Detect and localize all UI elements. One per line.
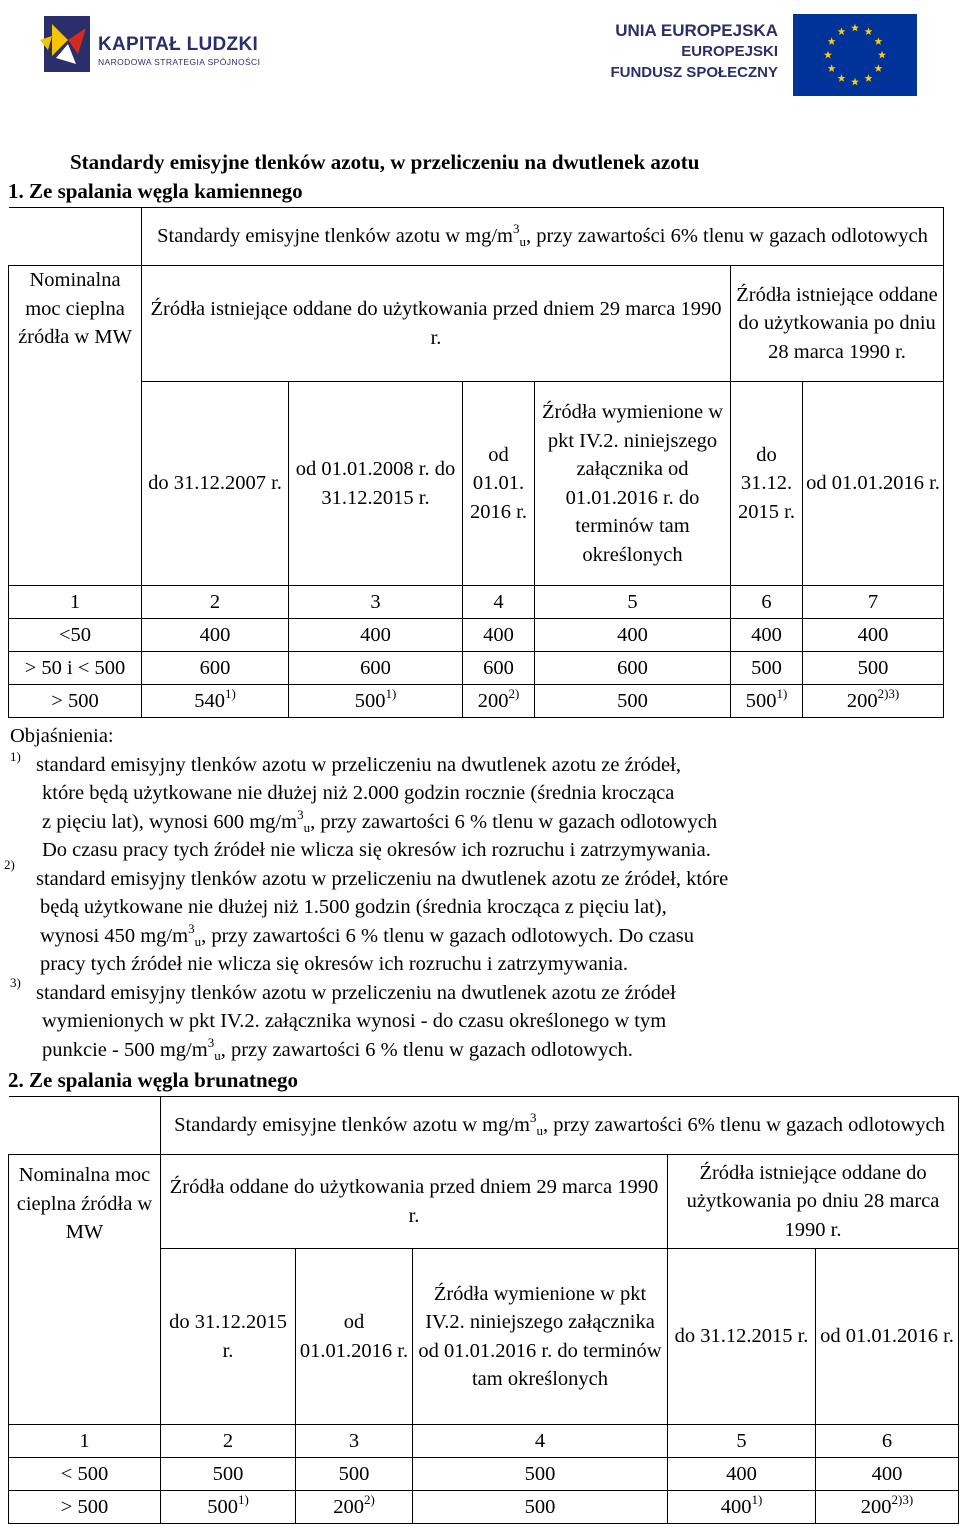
- table-cell: 500$^{1)}$: [731, 685, 803, 718]
- table-cell: 2: [161, 1425, 296, 1458]
- kapital-ludzki-text: [98, 34, 260, 67]
- table-cell: 1: [9, 586, 142, 619]
- table-cell: 3: [296, 1425, 413, 1458]
- table-cell: 500: [296, 1458, 413, 1491]
- table-cell: 500: [413, 1491, 668, 1524]
- table-cell: $200^{2)3)}$: [803, 685, 944, 718]
- table-1-sub-header: do 31.12. 2015 r.: [731, 382, 803, 586]
- table-lignite: [8, 1096, 959, 1524]
- footnote-line: będą użytkowane nie dłużej niż 1.500 godzin (średnia krocząca z pięciu lat),: [40, 896, 667, 918]
- footnote-1: [8, 748, 928, 865]
- table-cell: 500: [535, 685, 731, 718]
- table-1-sub-header: od 01.01.2008 r. do 31.12.2015 r.: [289, 382, 463, 586]
- table-row: [9, 1458, 959, 1491]
- table-cell: 400: [668, 1458, 816, 1491]
- table-1-sub-header: od 01.01. 2016 r.: [463, 382, 535, 586]
- table-cell: 600: [535, 652, 731, 685]
- page-title: Standardy emisyjne tlenków azotu, w przeliczeniu na dwutlenek azotu: [70, 150, 700, 174]
- footnote-line: standard emisyjny tlenków azotu w przeliczeniu na dwutlenek azotu ze źródeł,: [36, 753, 681, 776]
- table-cell: 500: [803, 652, 944, 685]
- table-cell: 500: [413, 1458, 668, 1491]
- table-cell: 200$^{2)}$: [296, 1491, 413, 1524]
- table-cell: 400: [289, 619, 463, 652]
- kapital-ludzki-title: KAPITAŁ LUDZKI: [98, 34, 259, 55]
- table-cell: 6: [816, 1425, 959, 1458]
- table-2-group-before: Źródła oddane do użytkowania przed dniem 29 marca 1990 r.: [161, 1155, 668, 1249]
- table-2-blank-corner: [9, 1097, 161, 1155]
- table-1-group-after: Źródła istniejące oddane do użytkowania po dniu 28 marca 1990 r.: [731, 266, 944, 382]
- footnote-line: standard emisyjny tlenków azotu w przeliczeniu na dwutlenek azotu ze źródeł: [36, 981, 676, 1004]
- table-cell: 400: [816, 1458, 959, 1491]
- table-2-sub-header: do 31.12.2015 r.: [668, 1249, 816, 1425]
- table-1-blank-corner: [9, 208, 142, 266]
- table-cell: 500$^{1)}$: [289, 685, 463, 718]
- table-1-power-header: Nominalna moc cieplna źródła w MW: [9, 266, 142, 586]
- table-cell: 400: [535, 619, 731, 652]
- table-1-group-before: Źródła istniejące oddane do użytkowania przed dniem 29 marca 1990 r.: [142, 266, 731, 382]
- section-2-heading: 2. Ze spalania węgla brunatnego: [8, 1068, 298, 1092]
- table-2-group-after: Źródła istniejące oddane do użytkowania po dniu 28 marca 1990 r.: [668, 1155, 959, 1249]
- table-1-main-header: Standardy emisyjne tlenków azotu w $mg/m^3_u$, przy zawartości 6% tlenu w gazach odlotowych: [142, 208, 944, 266]
- table-cell: 400$^{1)}$: [668, 1491, 816, 1524]
- table-1-sub-header: do 31.12.2007 r.: [142, 382, 289, 586]
- table-cell: 500$^{1)}$: [161, 1491, 296, 1524]
- table-cell: 500: [161, 1458, 296, 1491]
- footnote-line: z pięciu lat), wynosi 600 $mg/m^3_u$, przy zawartości 6 % tlenu w gazach odlotowych: [42, 806, 718, 835]
- row-label: > 500: [9, 685, 142, 718]
- table-cell: 3: [289, 586, 463, 619]
- footnote-mark: 1): [10, 748, 21, 764]
- table-2-number-row: [9, 1425, 959, 1458]
- table-cell: 6: [731, 586, 803, 619]
- table-2-sub-header: od 01.01.2016 r.: [816, 1249, 959, 1425]
- table-cell: $200^{2)3)}$: [816, 1491, 959, 1524]
- eu-text: [610, 20, 778, 83]
- table-cell: 7: [803, 586, 944, 619]
- footnotes-heading: Objaśnienia:: [10, 725, 114, 747]
- footnote-mark: 3): [10, 974, 21, 990]
- footnote-mark: 2): [4, 856, 15, 872]
- section-1-heading: 1. Ze spalania węgla kamiennego: [8, 179, 303, 203]
- footnotes: [4, 722, 928, 1064]
- footnote-line: które będą użytkowane nie dłużej niż 2.000 godzin rocznie (średnia krocząca: [42, 782, 675, 804]
- logo-bar: [0, 0, 960, 110]
- table-cell: 2: [142, 586, 289, 619]
- table-cell: 4: [413, 1425, 668, 1458]
- table-2-sub-header: do 31.12.2015 r.: [161, 1249, 296, 1425]
- table-1-sub-header: Źródła wymienione w pkt IV.2. niniejszego załącznika od 01.01.2016 r. do terminów tam określonych: [535, 382, 731, 586]
- table-hard-coal: [8, 207, 944, 718]
- eu-line-2: EUROPEJSKI: [681, 43, 778, 60]
- footnote-line: wymienionych w pkt IV.2. załącznika wynosi - do czasu określonego w tym: [42, 1010, 667, 1032]
- kapital-ludzki-subtitle: NARODOWA STRATEGIA SPÓJNOŚCI: [98, 57, 261, 67]
- table-2-power-header: Nominalna moc cieplna źródła w MW: [9, 1155, 161, 1425]
- table-row: [9, 619, 944, 652]
- table-cell: 4: [463, 586, 535, 619]
- table-cell: 5: [668, 1425, 816, 1458]
- table-1-number-row: [9, 586, 944, 619]
- table-cell: 5: [535, 586, 731, 619]
- table-cell: 600: [463, 652, 535, 685]
- table-cell: 540$^{1)}$: [142, 685, 289, 718]
- footnote-3: [8, 974, 928, 1065]
- eu-line-1: UNIA EUROPEJSKA: [615, 21, 778, 40]
- row-label: > 500: [9, 1491, 161, 1524]
- row-label: <50: [9, 619, 142, 652]
- eu-line-3: FUNDUSZ SPOŁECZNY: [610, 64, 778, 81]
- table-row: [9, 652, 944, 685]
- eu-flag-icon: [793, 14, 917, 96]
- table-cell: 600: [142, 652, 289, 685]
- table-row: [9, 1491, 959, 1524]
- table-cell: 1: [9, 1425, 161, 1458]
- kapital-ludzki-logo-icon: [38, 14, 96, 76]
- table-cell: 500: [731, 652, 803, 685]
- row-label: < 500: [9, 1458, 161, 1491]
- table-cell: 200$^{2)}$: [463, 685, 535, 718]
- table-cell: 400: [463, 619, 535, 652]
- table-cell: 400: [803, 619, 944, 652]
- row-label: > 50 i < 500: [9, 652, 142, 685]
- table-cell: 600: [289, 652, 463, 685]
- table-2-sub-header: od 01.01.2016 r.: [296, 1249, 413, 1425]
- table-cell: 400: [731, 619, 803, 652]
- footnote-line: punkcie - 500 $mg/m^3_u$, przy zawartości 6 % tlenu w gazach odlotowych.: [42, 1034, 633, 1063]
- table-cell: 400: [142, 619, 289, 652]
- footnote-line: wynosi 450 $mg/m^3_u$, przy zawartości 6 % tlenu w gazach odlotowych. Do czasu: [40, 920, 695, 949]
- table-2-sub-header: Źródła wymienione w pkt IV.2. niniejszego załącznika od 01.01.2016 r. do terminów tam określonych: [413, 1249, 668, 1425]
- footnote-line: pracy tych źródeł nie wlicza się okresów ich rozruchu i zatrzymywania.: [40, 953, 628, 975]
- table-row: [9, 685, 944, 718]
- table-1-sub-header: od 01.01.2016 r.: [803, 382, 944, 586]
- footnote-line: Do czasu pracy tych źródeł nie wlicza się okresów ich rozruchu i zatrzymywania.: [42, 839, 711, 861]
- table-2-main-header: Standardy emisyjne tlenków azotu w $mg/m^3_u$, przy zawartości 6% tlenu w gazach odlotowych: [161, 1097, 959, 1155]
- footnote-2: [4, 856, 928, 979]
- footnote-line: standard emisyjny tlenków azotu w przeliczeniu na dwutlenek azotu ze źródeł, które: [36, 867, 729, 890]
